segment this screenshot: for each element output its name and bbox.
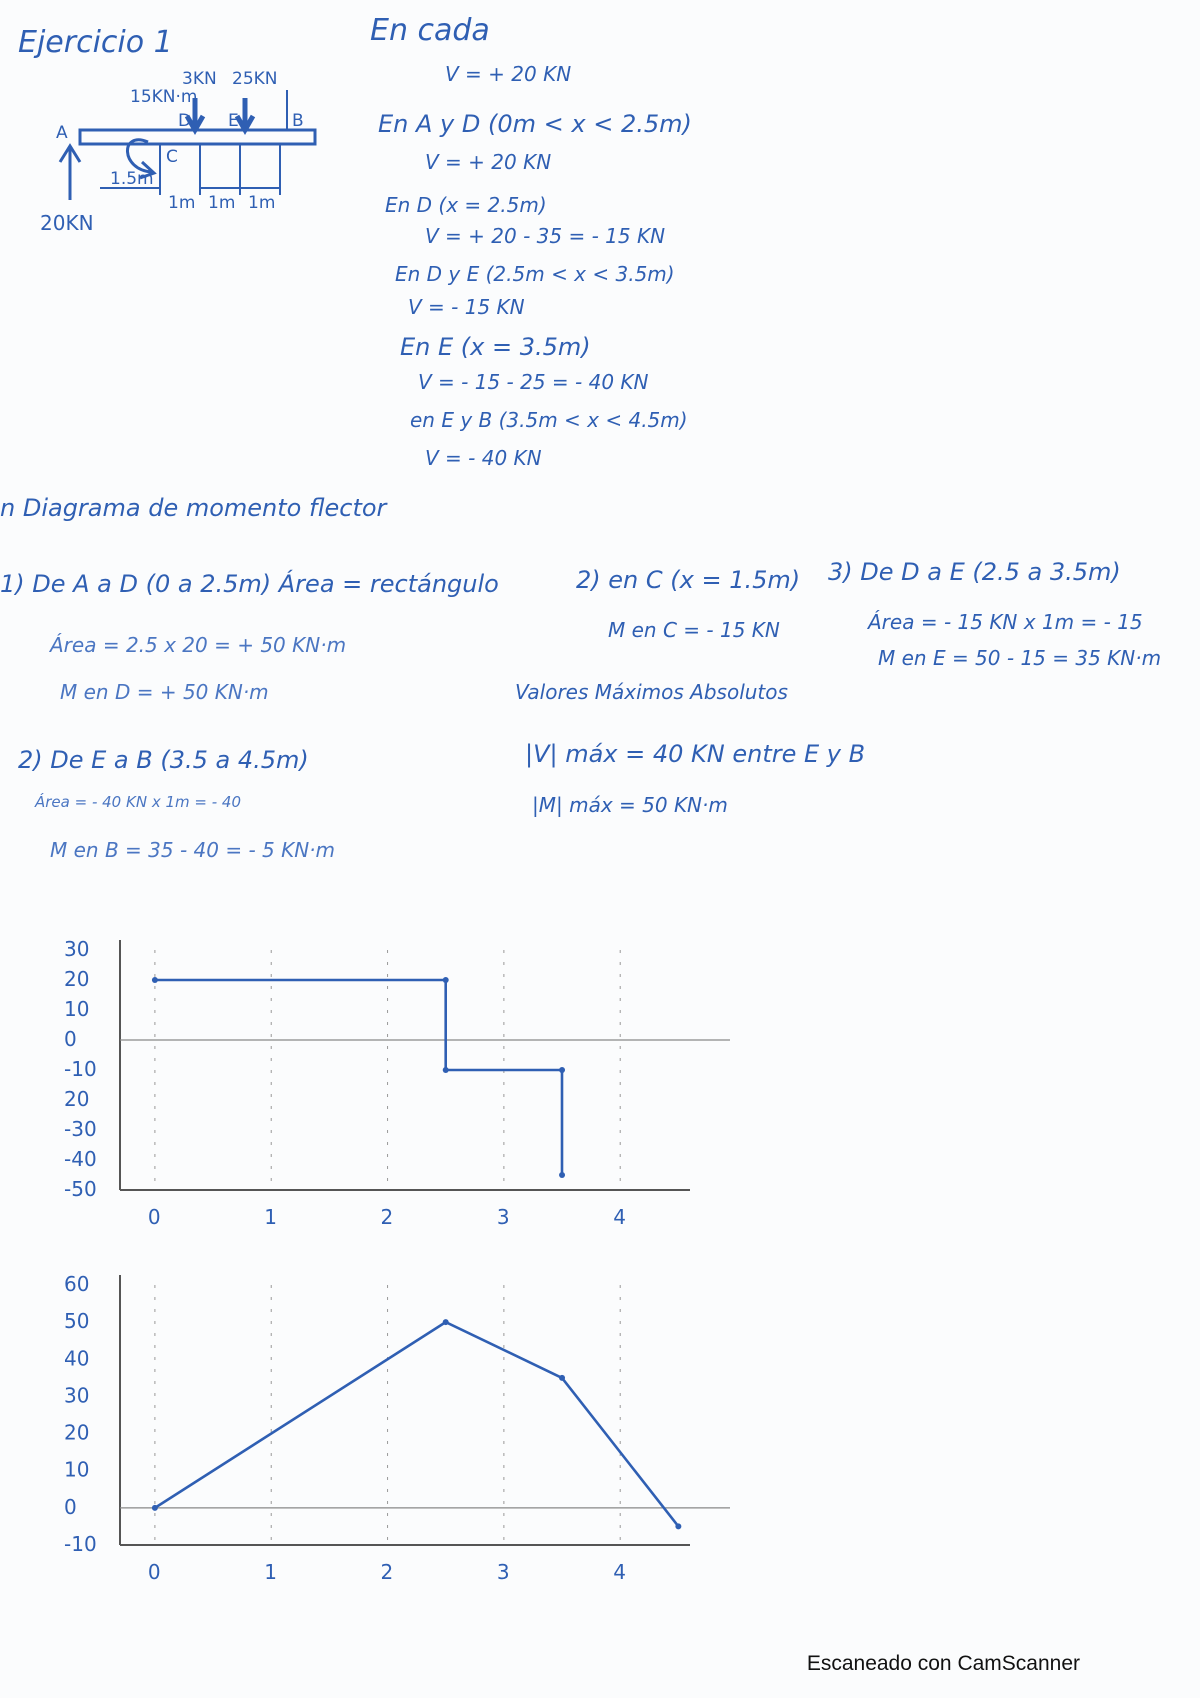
shear-line-4: En D (x = 2.5m) [385,193,547,217]
moment-s2-title: 2) en C (x = 1.5m) [576,566,801,594]
moment-y-tick-6: 0 [64,1494,77,1519]
moment-x-tick-0: 0 [147,1560,161,1584]
moment-title: n Diagrama de momento flector [0,494,387,522]
label-pt-d: D [178,111,192,131]
shear-y-tick-5: 20 [64,1087,90,1111]
label-pt-e: E [228,111,239,131]
moment-s3-area: Área = - 15 KN x 1m = - 15 [868,610,1143,634]
shear-line-8: En E (x = 3.5m) [400,333,591,361]
shear-y-tick-8: -50 [64,1177,97,1201]
moment-x-tick-3: 3 [496,1560,510,1584]
shear-diagram [40,930,760,1230]
moment-max-v: |V| máx = 40 KN entre E y B [525,740,866,768]
label-seg-1c: 1m [248,193,276,213]
shear-y-tick-6: -30 [64,1117,97,1141]
moment-y-tick-5: 10 [64,1457,90,1482]
moment-series-line [155,1322,679,1526]
shear-line-3: V = + 20 KN [425,150,552,174]
shear-point-3 [559,1067,565,1073]
shear-x-tick-4: 4 [613,1205,626,1229]
beam [80,130,315,144]
shear-line-1: V = + 20 KN [445,62,572,86]
shear-line-2: En A y D (0m < x < 2.5m) [378,110,692,138]
moment-y-tick-1: 50 [64,1309,90,1334]
section-title: En cada [370,13,490,48]
moment-point-0 [152,1505,158,1511]
moment-y-tick-2: 40 [64,1346,90,1371]
label-seg-1b: 1m [208,193,236,213]
shear-point-0 [152,977,158,983]
shear-line-5: V = + 20 - 35 = - 15 KN [425,224,666,248]
load-25-arrow [237,98,253,130]
beam-sketch [40,70,360,270]
moment-s1-title: 1) De A a D (0 a 2.5m) Área = rectángulo [0,570,499,598]
moment-max-title: Valores Máximos Absolutos [515,680,788,704]
label-pt-c: C [166,147,178,167]
moment-s4-m: M en B = 35 - 40 = - 5 KN·m [50,838,336,862]
shear-y-tick-1: 20 [64,967,90,991]
shear-point-1 [443,977,449,983]
shear-y-tick-7: -40 [64,1147,97,1171]
moment-s4-title: 2) De E a B (3.5 a 4.5m) [18,746,309,774]
shear-point-4 [559,1172,565,1178]
moment-y-tick-7: -10 [64,1532,97,1556]
shear-line-9: V = - 15 - 25 = - 40 KN [418,370,649,394]
shear-x-tick-1: 1 [264,1205,277,1229]
moment-s2-m: M en C = - 15 KN [608,618,780,642]
moment-max-m: |M| máx = 50 KN·m [532,793,728,817]
moment-point-3 [675,1523,681,1529]
label-pt-a: A [56,123,68,143]
exercise-title: Ejercicio 1 [18,25,173,60]
shear-y-tick-3: 0 [64,1027,77,1051]
moment-s1-area: Área = 2.5 x 20 = + 50 KN·m [50,633,347,657]
scanner-watermark: Escaneado con CamScanner [806,1652,1080,1675]
moment-x-tick-4: 4 [613,1560,626,1584]
shear-line-6: En D y E (2.5m < x < 3.5m) [395,262,675,286]
moment-point-1 [443,1319,449,1325]
moment-y-tick-0: 60 [64,1272,90,1296]
moment-s1-m: M en D = + 50 KN·m [60,680,269,704]
shear-point-2 [443,1067,449,1073]
label-3kn: 3KN [182,69,217,89]
moment-s3-m: M en E = 50 - 15 = 35 KN·m [878,646,1162,670]
shear-y-tick-0: 30 [64,937,90,961]
shear-y-tick-2: 10 [64,997,90,1021]
shear-line-10: en E y B (3.5m < x < 4.5m) [410,408,688,432]
moment-x-tick-1: 1 [264,1560,277,1584]
shear-y-tick-4: -10 [64,1057,97,1081]
label-pt-b: B [292,111,304,131]
shear-x-tick-3: 3 [496,1205,510,1229]
shear-x-tick-0: 0 [147,1205,161,1229]
shear-x-tick-2: 2 [380,1205,394,1229]
shear-line-7: V = - 15 KN [408,295,525,319]
label-dist-15: 1.5m [110,169,154,189]
moment-y-tick-3: 30 [64,1383,90,1408]
moment-x-tick-2: 2 [380,1560,394,1584]
shear-series-line [155,980,562,1175]
label-seg-1a: 1m [168,193,196,213]
moment-s3-title: 3) De D a E (2.5 a 3.5m) [828,558,1121,586]
label-reaction: 20KN [40,211,94,235]
label-moment: 15KN·m [130,87,198,107]
moment-diagram [40,1265,760,1595]
shear-line-11: V = - 40 KN [425,446,542,470]
moment-s4-area: Área = - 40 KN x 1m = - 40 [35,793,241,811]
reaction-arrow [60,146,80,200]
label-25kn: 25KN [232,69,278,89]
moment-y-tick-4: 20 [64,1420,90,1445]
moment-point-2 [559,1375,565,1381]
